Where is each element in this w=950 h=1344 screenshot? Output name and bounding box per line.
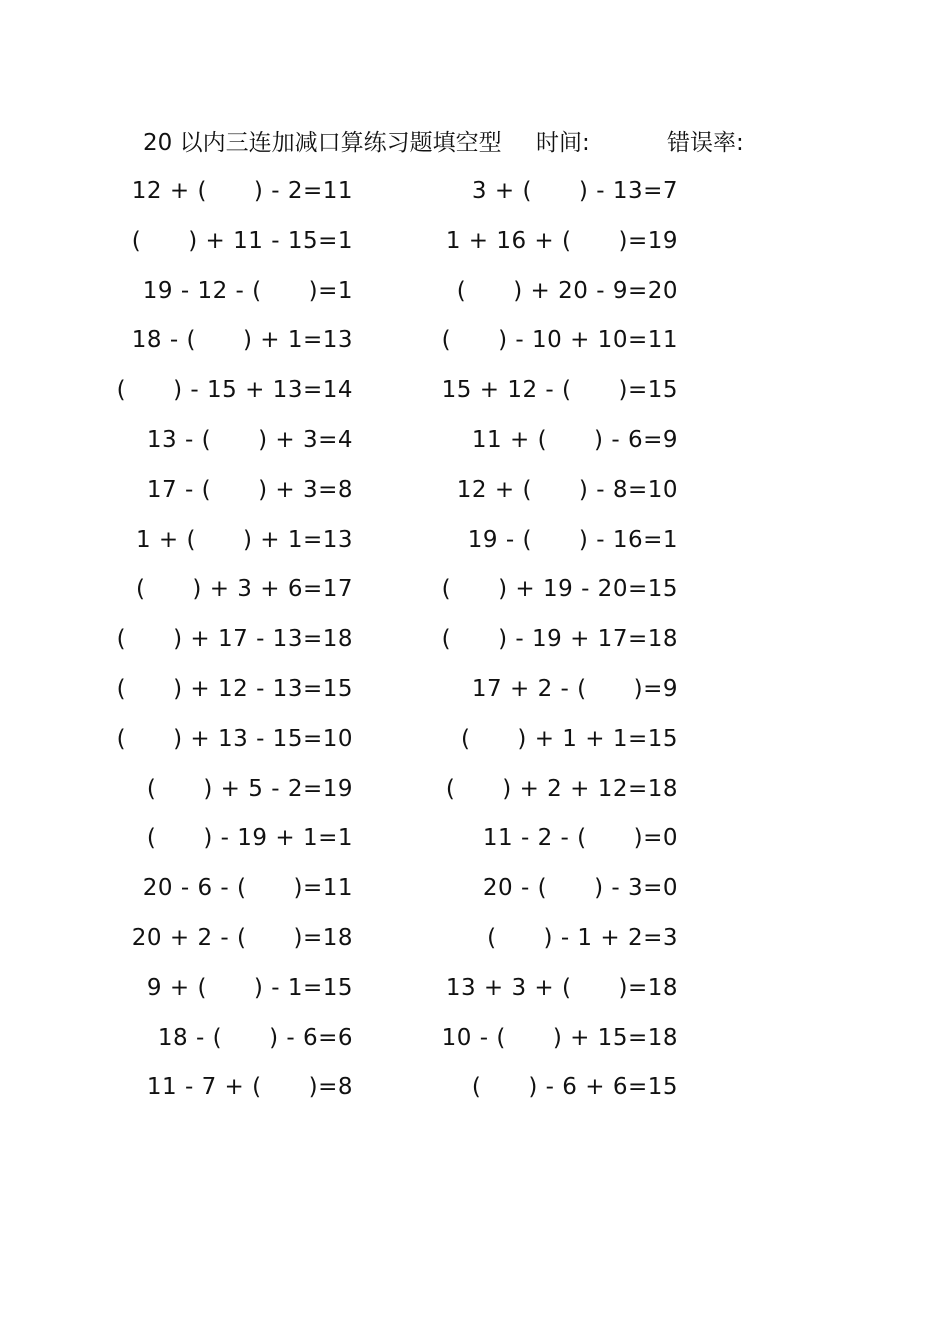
problem-right: ( ) - 6 + 6=15 <box>471 1074 678 1101</box>
problem-right: 17 + 2 - ( )=9 <box>471 676 678 702</box>
problem-left: ( ) + 5 - 2=19 <box>146 775 353 802</box>
problem-right: 3 + ( ) - 13=7 <box>471 178 678 204</box>
problem-row <box>0 921 950 955</box>
problem-left: 13 - ( ) + 3=4 <box>146 427 353 453</box>
problem-left: ( ) - 19 + 1=1 <box>146 825 353 852</box>
problem-right: 1 + 16 + ( )=19 <box>445 227 678 254</box>
problem-left: 17 - ( ) + 3=8 <box>146 476 353 503</box>
problem-left: 19 - 12 - ( )=1 <box>142 277 353 304</box>
problem-right: 12 + ( ) - 8=10 <box>456 476 678 503</box>
problem-left: 20 + 2 - ( )=18 <box>131 925 353 951</box>
problem-row <box>0 1070 950 1104</box>
problem-row <box>0 821 950 855</box>
problem-left: ( ) + 3 + 6=17 <box>135 576 353 603</box>
worksheet-title: 20 以内三连加减口算练习题填空型 <box>143 130 502 156</box>
problem-row <box>0 871 950 905</box>
problem-right: 15 + 12 - ( )=15 <box>441 377 678 404</box>
problem-left: ( ) + 17 - 13=18 <box>116 626 353 653</box>
problem-row <box>0 971 950 1005</box>
worksheet-header <box>143 126 783 160</box>
problem-left: ( ) + 11 - 15=1 <box>131 227 353 254</box>
problem-row <box>0 373 950 407</box>
problem-row <box>0 672 950 706</box>
problem-right: ( ) - 1 + 2=3 <box>487 925 678 951</box>
problem-row <box>0 274 950 308</box>
problem-right: 11 + ( ) - 6=9 <box>471 427 678 453</box>
problem-left: 1 + ( ) + 1=13 <box>135 526 353 553</box>
problem-left: 18 - ( ) - 6=6 <box>157 1024 353 1051</box>
problem-row <box>0 423 950 457</box>
problem-right: 11 - 2 - ( )=0 <box>482 825 678 852</box>
problem-row <box>0 722 950 756</box>
problem-row <box>0 473 950 507</box>
problem-row <box>0 1021 950 1055</box>
problem-right: ( ) + 2 + 12=18 <box>445 775 678 802</box>
problem-right: 19 - ( ) - 16=1 <box>467 526 678 553</box>
problem-right: ( ) + 20 - 9=20 <box>456 277 678 304</box>
problem-right: 20 - ( ) - 3=0 <box>482 875 678 902</box>
problem-right: ( ) - 19 + 17=18 <box>441 626 678 653</box>
problem-row <box>0 572 950 606</box>
problem-left: 20 - 6 - ( )=11 <box>142 875 353 902</box>
problem-row <box>0 323 950 357</box>
problem-row <box>0 622 950 656</box>
time-label: 时间: <box>536 130 590 156</box>
problem-left: ( ) + 13 - 15=10 <box>116 725 353 752</box>
problem-left: 11 - 7 + ( )=8 <box>146 1074 353 1101</box>
problem-left: 12 + ( ) - 2=11 <box>131 178 353 204</box>
problem-row <box>0 772 950 806</box>
error-rate-label: 错误率: <box>667 130 744 156</box>
problem-row <box>0 523 950 557</box>
problem-row <box>0 174 950 208</box>
problem-left: ( ) - 15 + 13=14 <box>116 377 353 404</box>
problem-left: ( ) + 12 - 13=15 <box>116 676 353 702</box>
problem-left: 18 - ( ) + 1=13 <box>131 327 353 354</box>
problem-right: ( ) + 1 + 1=15 <box>460 725 678 752</box>
problem-right: 13 + 3 + ( )=18 <box>445 974 678 1001</box>
problem-left: 9 + ( ) - 1=15 <box>146 974 353 1001</box>
problem-right: ( ) - 10 + 10=11 <box>441 327 678 354</box>
problem-row <box>0 224 950 258</box>
problem-right: ( ) + 19 - 20=15 <box>441 576 678 603</box>
problem-right: 10 - ( ) + 15=18 <box>441 1024 678 1051</box>
